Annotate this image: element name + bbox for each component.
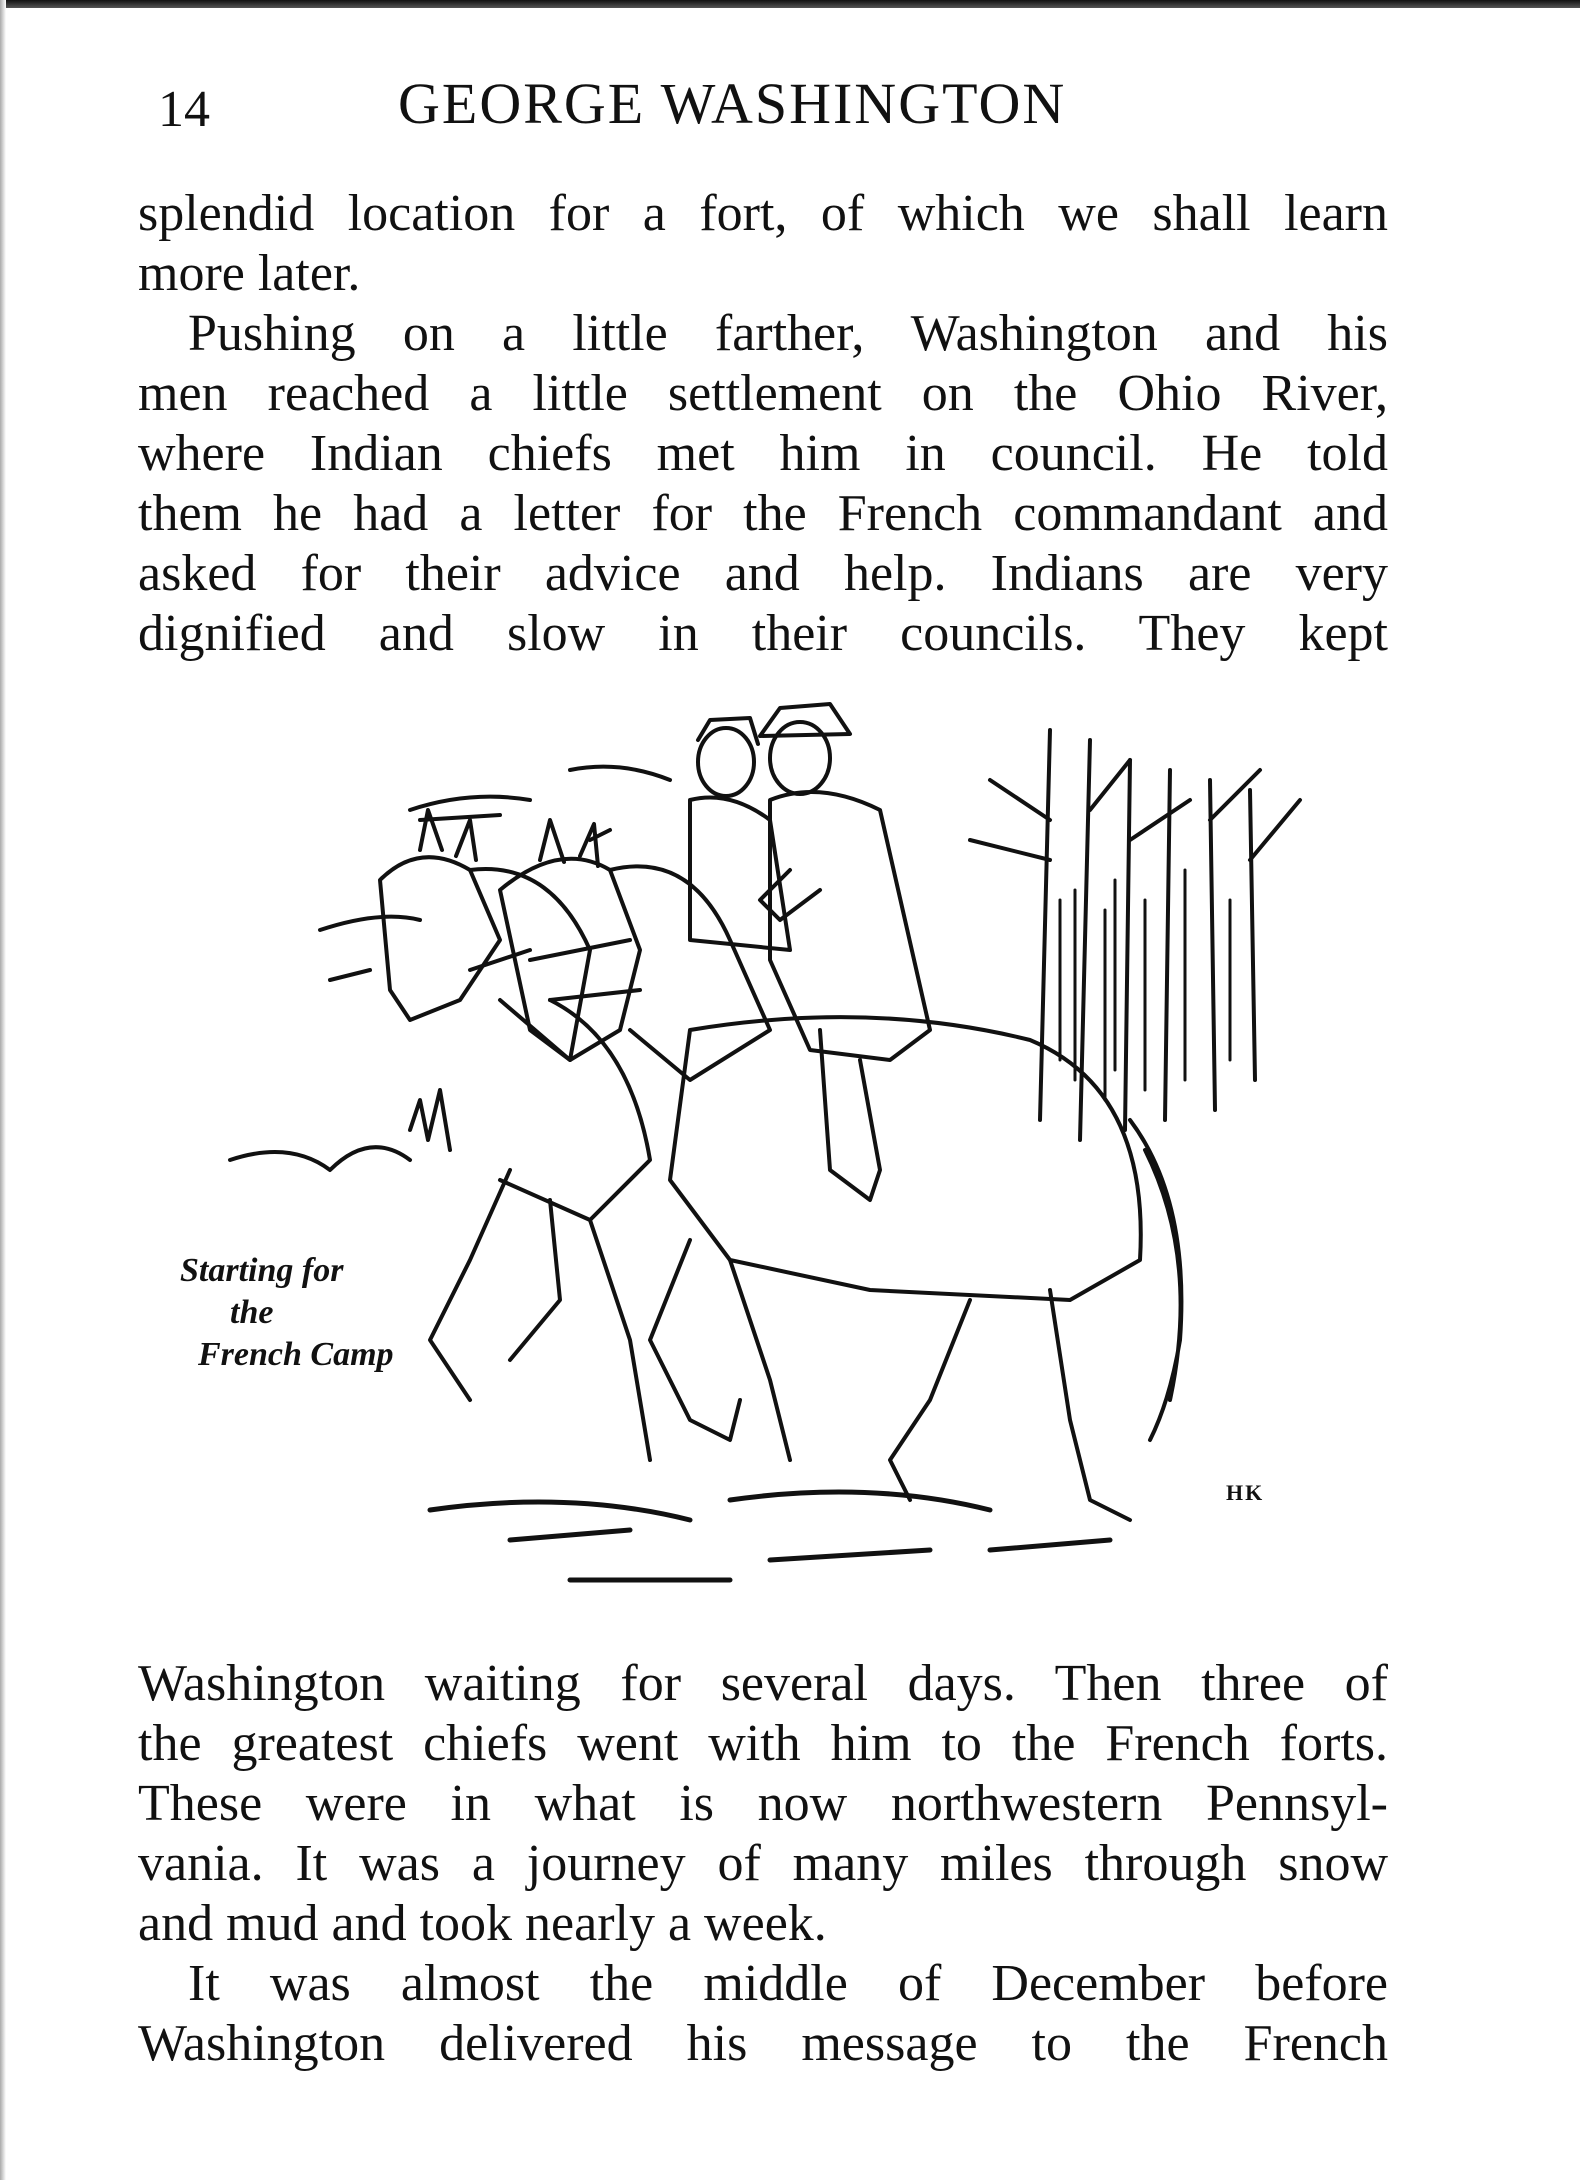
text-line: the greatest chiefs went with him to the French forts. — [138, 1715, 1388, 1772]
page-edge-top — [0, 0, 1580, 8]
text-line: dignified and slow in their councils. They kept — [138, 605, 1388, 662]
tree-trunk — [1040, 730, 1255, 1140]
body-text-top — [138, 184, 1388, 664]
front-horse-body — [670, 1017, 1141, 1300]
page-edge-left — [0, 0, 6, 2180]
text-line: them he had a letter for the French commandant and — [138, 485, 1388, 542]
text-line: It was almost the middle of December before — [188, 1955, 1388, 2012]
back-rider-body — [690, 798, 790, 951]
page-number: 14 — [158, 81, 210, 138]
page-header — [150, 62, 1400, 142]
front-horse-front-legs — [650, 1240, 790, 1460]
text-line: Pushing on a little farther, Washington and his — [188, 305, 1388, 362]
left-horse-head — [380, 857, 500, 1020]
bush — [230, 1090, 450, 1170]
running-title: GEORGE WASHINGTON — [398, 71, 1067, 136]
caption-line: Starting for — [180, 1252, 344, 1289]
front-horse-head — [500, 859, 640, 1060]
front-horse-tail — [1130, 1120, 1181, 1440]
body-text-bottom — [138, 1654, 1388, 2074]
text-line: asked for their advice and help. Indians are very — [138, 545, 1388, 602]
front-rider-tricorn — [760, 704, 850, 736]
text-line: vania. It was a journey of many miles through snow — [138, 1835, 1388, 1892]
illustration-caption — [180, 1250, 394, 1376]
caption-line: French Camp — [198, 1336, 394, 1373]
text-line: and mud and took nearly a week. — [138, 1895, 827, 1952]
text-line: men reached a little settlement on the Ohio River, — [138, 365, 1388, 422]
horseback-riders-illustration — [170, 700, 1340, 1620]
ground-strokes — [430, 1492, 1110, 1580]
text-line: Washington waiting for several days. Then three of — [138, 1655, 1388, 1712]
text-line: These were in what is now northwestern Pennsyl- — [138, 1775, 1388, 1832]
artist-initials: HK — [1226, 1480, 1265, 1505]
text-line: more later. — [138, 245, 361, 302]
text-line: splendid location for a fort, of which we shall learn — [138, 185, 1388, 242]
caption-line: the — [230, 1294, 274, 1331]
back-rider-head — [698, 728, 754, 796]
front-horse-hind-legs — [890, 1290, 1130, 1520]
text-line: Washington delivered his message to the French — [138, 2015, 1388, 2072]
left-horse-legs — [430, 1170, 650, 1460]
text-line: where Indian chiefs met him in council. He told — [138, 425, 1388, 482]
